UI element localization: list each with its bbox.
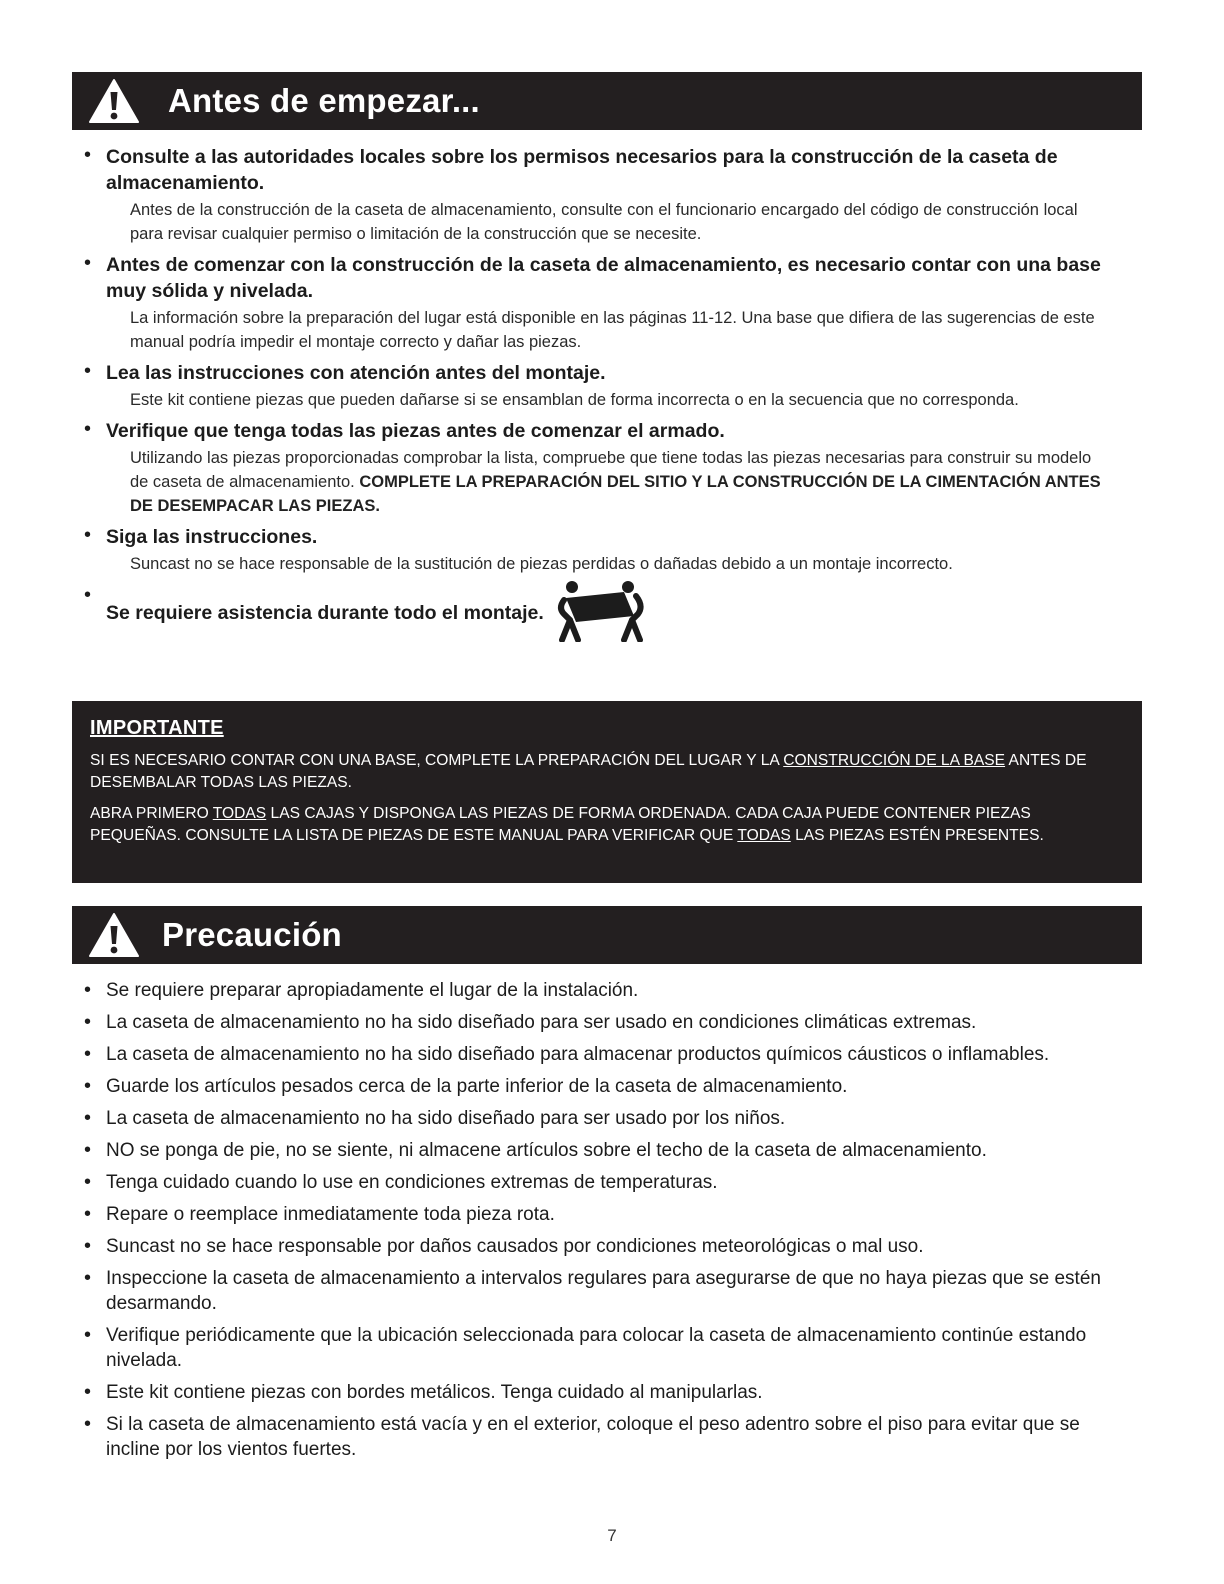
important-text: LAS PIEZAS ESTÉN PRESENTES. (790, 826, 1044, 844)
warning-triangle-icon (88, 78, 140, 124)
item-description-caps: COMPLETE LA PREPARACIÓN DEL SITIO Y LA CONSTRUCCIÓN DE LA CIMENTACIÓN ANTES DE DESEMPACAR LAS PIEZAS. (130, 473, 1101, 515)
warning-triangle-icon (88, 912, 140, 958)
item-description: Suncast no se hace responsable de la sustitución de piezas perdidas o dañadas debido a un montaje incorrecto. (130, 555, 953, 573)
list-item (72, 360, 1142, 412)
list-item: • La caseta de almacenamiento no ha sido diseñado para almacenar productos químicos cáusticos o inflamables. (72, 1042, 1142, 1067)
list-item: • NO se ponga de pie, no se siente, ni almacene artículos sobre el techo de la caseta de almacenamiento. (72, 1138, 1142, 1163)
list-item: • Guarde los artículos pesados cerca de la parte inferior de la caseta de almacenamiento. (72, 1074, 1142, 1099)
important-underlined-text: TODAS (737, 826, 791, 844)
section-banner-antes (72, 72, 1142, 130)
list-item: • Verifique periódicamente que la ubicación seleccionada para colocar la caseta de almacenamiento continúe estando nivelada. (72, 1323, 1142, 1373)
item-description: La información sobre la preparación del lugar está disponible en las páginas 11-12. Una base que difiera de las sugerencias de este manual podría impedir el montaje correcto y dañar las piezas. (130, 309, 1095, 351)
page-number: 7 (607, 1526, 617, 1545)
item-description-text: Utilizando las piezas proporcionadas comprobar la lista, compruebe que tiene todas las piezas necesarias para construir su modelo de caseta de almacenamiento. (130, 449, 1092, 491)
item-heading: • Lea las instrucciones con atención antes del montaje. (106, 362, 606, 384)
section-banner-precaucion (72, 906, 1142, 964)
important-underlined-text: TODAS (212, 805, 267, 822)
list-item (72, 144, 1142, 246)
list-item: • Repare o reemplace inmediatamente toda pieza rota. (72, 1202, 1142, 1227)
section-title: Antes de empezar... (168, 82, 480, 119)
item-heading: • Antes de comenzar con la construcción de la caseta de almacenamiento, es necesario contar con una base muy sólida y nivelada. (106, 254, 1101, 302)
list-item (72, 252, 1142, 354)
important-paragraph-2 (90, 803, 1122, 846)
item-heading: • Se requiere asistencia durante todo el montaje. (106, 602, 544, 624)
list-item: • Este kit contiene piezas con bordes metálicos. Tenga cuidado al manipularlas. (72, 1380, 1142, 1405)
list-item (72, 418, 1142, 518)
section-title: Precaución (162, 916, 342, 953)
list-item: • La caseta de almacenamiento no ha sido diseñado para ser usado en condiciones climáticas extremas. (72, 1010, 1142, 1035)
item-description: Antes de la construcción de la caseta de almacenamiento, consulte con el funcionario encargado del código de construcción local para revisar cualquier permiso o limitación de la construcción que se necesite. (130, 201, 1078, 243)
list-item: • Si la caseta de almacenamiento está vacía y en el exterior, coloque el peso adentro sobre el piso para evitar que se incline por los vientos fuertes. (72, 1412, 1142, 1462)
item-heading: • Consulte a las autoridades locales sobre los permisos necesarios para la construcción de la caseta de almacenamiento. (106, 146, 1058, 194)
list-item: • Inspeccione la caseta de almacenamiento a intervalos regulares para asegurarse de que no haya piezas que se estén desarmando. (72, 1266, 1142, 1316)
important-notice-box (72, 701, 1142, 883)
list-item (72, 584, 1142, 642)
item-description: Este kit contiene piezas que pueden dañarse si se ensamblan de forma incorrecta o en la secuencia que no corresponda. (130, 391, 1019, 409)
item-description (106, 446, 1142, 518)
important-text: LAS CAJAS Y DISPONGA LAS PIEZAS DE FORMA ORDENADA. CADA CAJA PUEDE CONTENER PIEZAS PEQUEÑAS. CONSULTE LA LISTA DE PIEZAS DE ESTE MANUAL PARA VERIFICAR QUE (90, 805, 1031, 844)
list-item: • La caseta de almacenamiento no ha sido diseñado para ser usado por los niños. (72, 1106, 1142, 1131)
important-text: ABRA PRIMERO (90, 805, 213, 822)
important-paragraph-1 (90, 750, 1122, 793)
before-start-list (72, 144, 1142, 648)
item-heading: • Siga las instrucciones. (106, 526, 318, 548)
list-item: • Tenga cuidado cuando lo use en condiciones extremas de temperaturas. (72, 1170, 1142, 1195)
important-title: IMPORTANTE (90, 717, 224, 739)
important-underlined-text: CONSTRUCCIÓN DE LA BASE (783, 752, 1006, 769)
two-person-lift-icon (550, 580, 650, 642)
important-text: ANTES DE DESEMBALAR TODAS LAS PIEZAS. (90, 752, 1087, 791)
list-item: • Se requiere preparar apropiadamente el lugar de la instalación. (72, 978, 1142, 1003)
item-heading: • Verifique que tenga todas las piezas antes de comenzar el armado. (106, 420, 725, 442)
important-text: SI ES NECESARIO CONTAR CON UNA BASE, COMPLETE LA PREPARACIÓN DEL LUGAR Y LA (90, 752, 784, 769)
caution-list (72, 978, 1142, 1469)
list-item (72, 524, 1142, 576)
list-item: • Suncast no se hace responsable por daños causados por condiciones meteorológicas o mal uso. (72, 1234, 1142, 1259)
